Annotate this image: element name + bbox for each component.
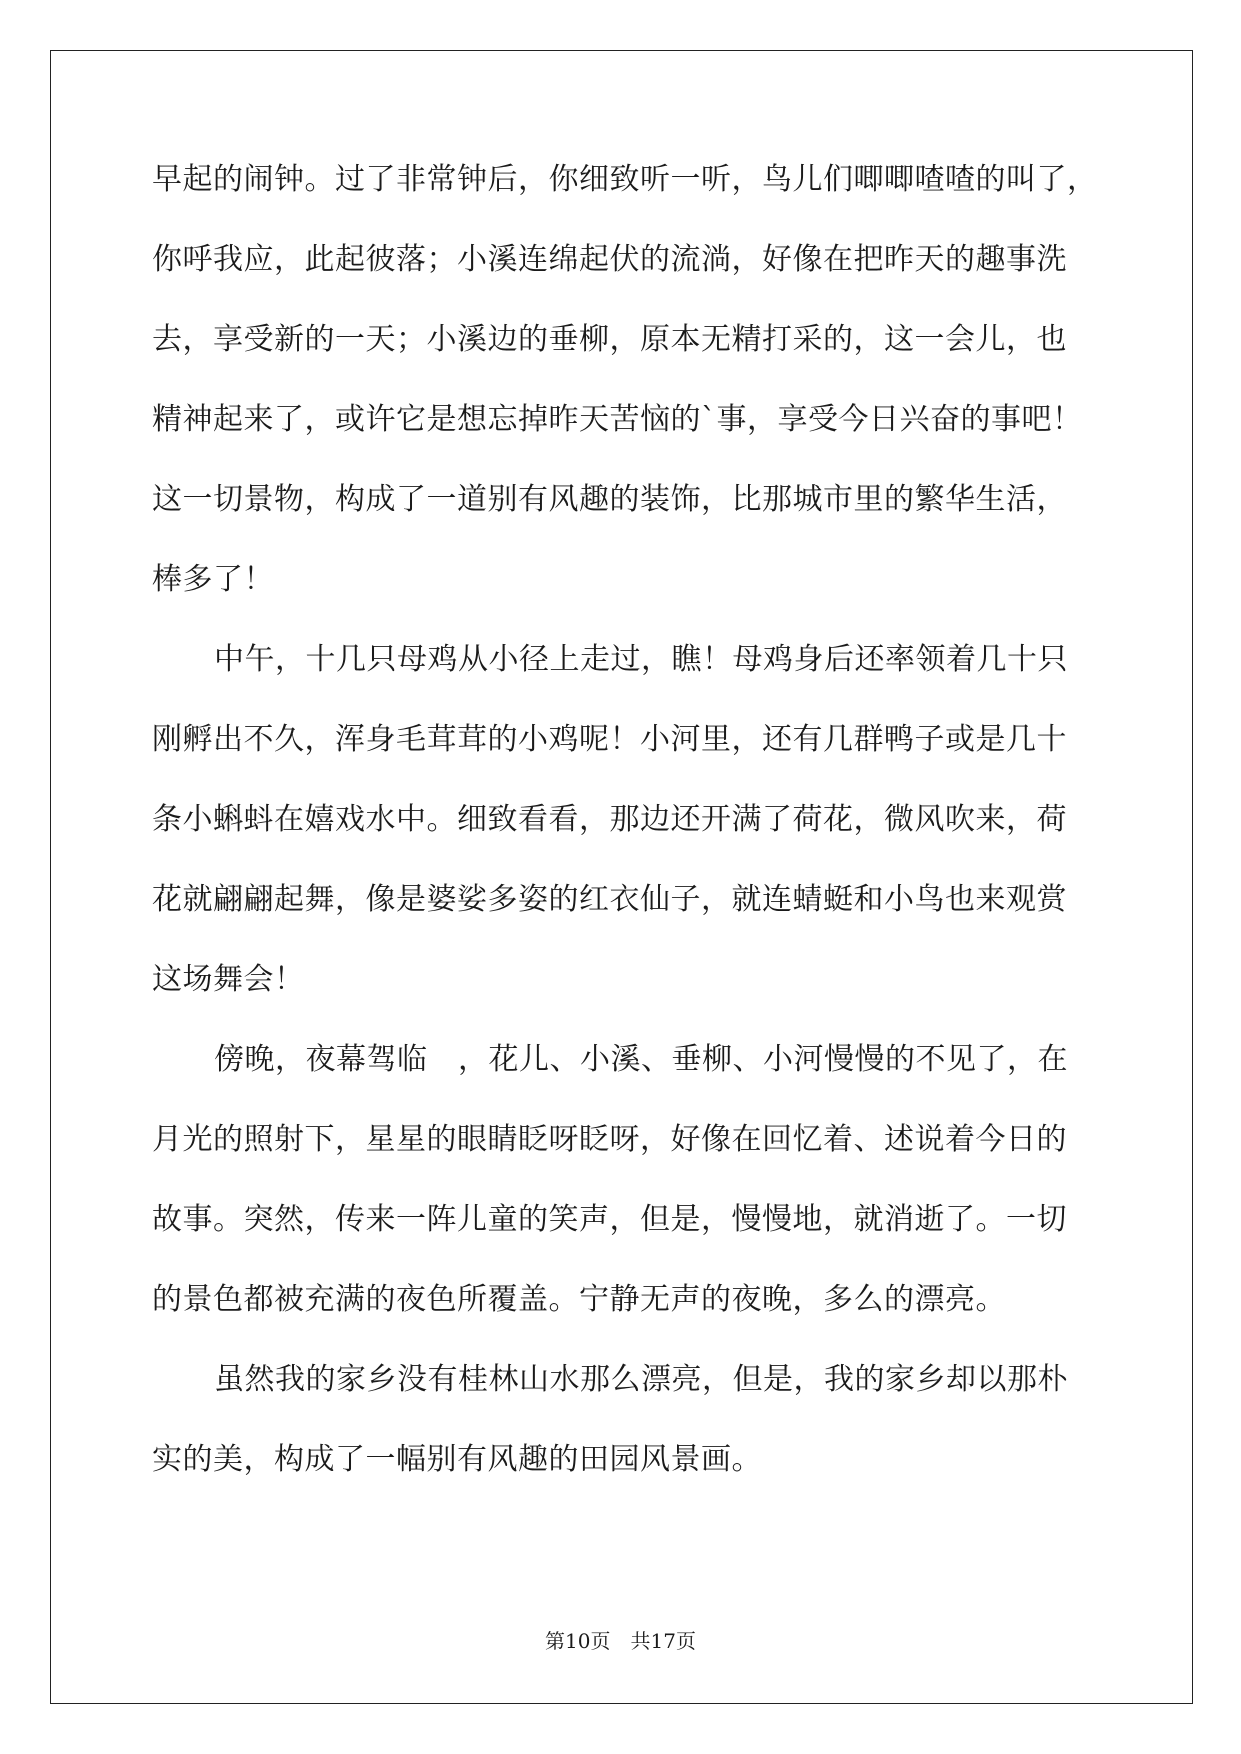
- page-number-footer: 第10页 共17页: [545, 1629, 696, 1653]
- text-line: 这场舞会！: [152, 962, 305, 997]
- text-line: 的景色都被充满的夜色所覆盖。宁静无声的夜晚，多么的漂亮。: [152, 1282, 1006, 1317]
- text-line: 实的美，构成了一幅别有风趣的田园风景画。: [152, 1442, 762, 1477]
- document-body: [152, 160, 1098, 1520]
- paragraph-start-line: 傍晚，夜幕驾临 ，花儿、小溪、垂柳、小河慢慢的不见了，在: [214, 1042, 1068, 1077]
- text-line: 月光的照射下，星星的眼睛眨呀眨呀，好像在回忆着、述说着今日的: [152, 1122, 1067, 1157]
- text-line: 你呼我应，此起彼落；小溪连绵起伏的流淌，好像在把昨天的趣事洗: [152, 242, 1067, 277]
- text-line: 花就翩翩起舞，像是婆娑多姿的红衣仙子，就连蜻蜓和小鸟也来观赏: [152, 882, 1067, 917]
- text-line: 精神起来了，或许它是想忘掉昨天苦恼的`事，享受今日兴奋的事吧！: [152, 402, 1083, 437]
- text-line: 条小蝌蚪在嬉戏水中。细致看看，那边还开满了荷花，微风吹来，荷: [152, 802, 1067, 837]
- text-line: 刚孵出不久，浑身毛茸茸的小鸡呢！小河里，还有几群鸭子或是几十: [152, 722, 1067, 757]
- text-line: 早起的闹钟。过了非常钟后，你细致听一听，鸟儿们唧唧喳喳的叫了，: [152, 162, 1098, 197]
- paragraph-start-line: 中午，十几只母鸡从小径上走过，瞧！母鸡身后还率领着几十只: [214, 642, 1068, 677]
- paragraph-start-line: 虽然我的家乡没有桂林山水那么漂亮，但是，我的家乡却以那朴: [214, 1362, 1068, 1397]
- text-line: 这一切景物，构成了一道别有风趣的装饰，比那城市里的繁华生活，: [152, 482, 1067, 517]
- text-line: 棒多了！: [152, 562, 274, 597]
- text-line: 故事。突然，传来一阵儿童的笑声，但是，慢慢地，就消逝了。一切: [152, 1202, 1067, 1237]
- text-line: 去，享受新的一天；小溪边的垂柳，原本无精打采的，这一会儿，也: [152, 322, 1067, 357]
